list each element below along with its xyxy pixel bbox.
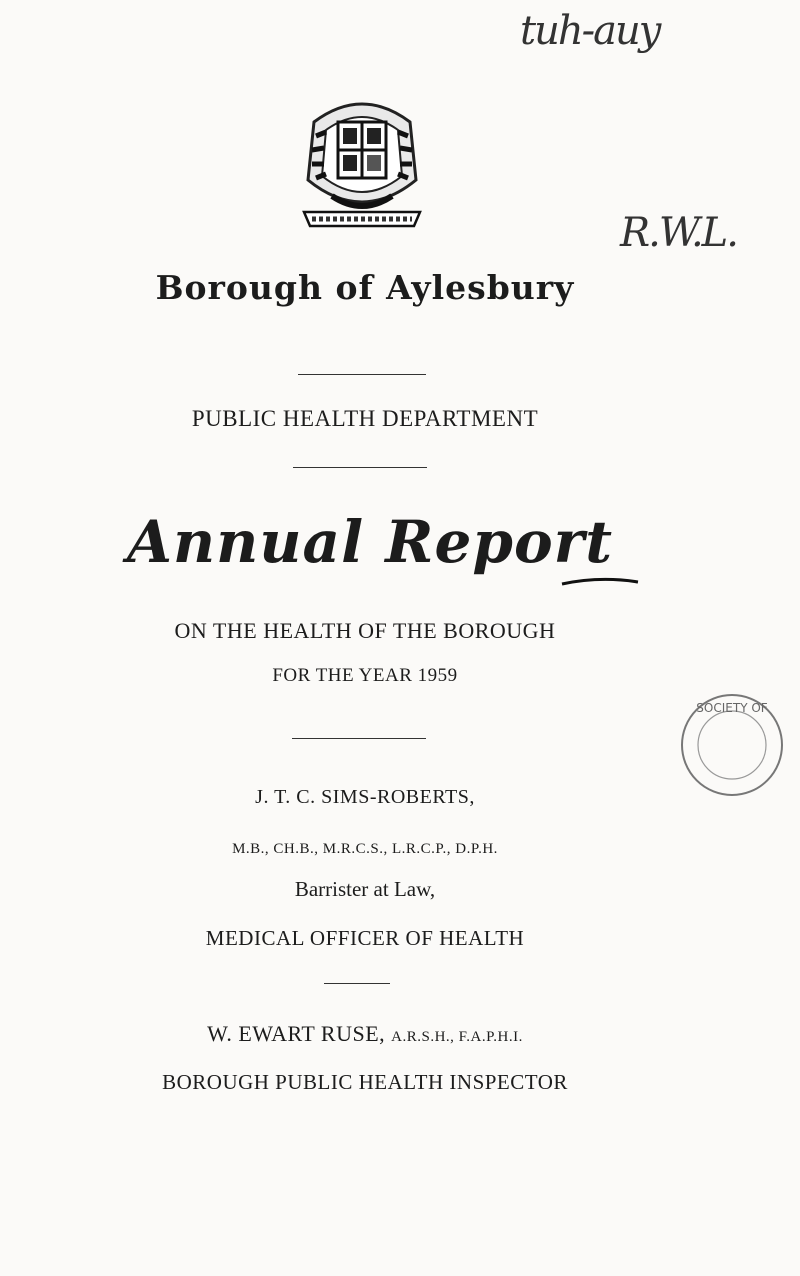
divider-rule	[292, 738, 426, 739]
inspector-line	[0, 1021, 730, 1047]
inspector-name: W. EWART RUSE,	[207, 1021, 386, 1046]
inspector-title: BOROUGH PUBLIC HEALTH INSPECTOR	[162, 1070, 568, 1094]
report-title: Annual Report	[126, 508, 613, 576]
stamp-text: SOCIETY OF	[696, 701, 768, 715]
medical-officer-name: J. T. C. SIMS-ROBERTS,	[255, 786, 475, 808]
divider-rule	[298, 374, 426, 375]
handwritten-initials: R.W.L.	[620, 210, 737, 256]
inspector-qualifications: A.R.S.H., F.A.P.H.I.	[391, 1029, 523, 1045]
handwritten-annotation-top: tuh-auy	[520, 8, 660, 54]
divider-rule	[293, 467, 427, 468]
medical-officer-qualifications: M.B., CH.B., M.R.C.S., L.R.C.P., D.P.H.	[232, 841, 498, 857]
medical-officer-role: Barrister at Law,	[294, 877, 436, 901]
department-title: PUBLIC HEALTH DEPARTMENT	[191, 406, 539, 431]
title-swash-icon	[560, 574, 640, 588]
borough-crest-icon	[292, 92, 432, 232]
report-subtitle: ON THE HEALTH OF THE BOROUGH	[174, 618, 556, 643]
borough-title: Borough of Aylesbury	[155, 268, 575, 307]
medical-officer-title: MEDICAL OFFICER OF HEALTH	[205, 926, 525, 950]
library-stamp-icon	[675, 688, 790, 803]
divider-rule	[324, 983, 390, 984]
report-year: FOR THE YEAR 1959	[272, 665, 458, 686]
